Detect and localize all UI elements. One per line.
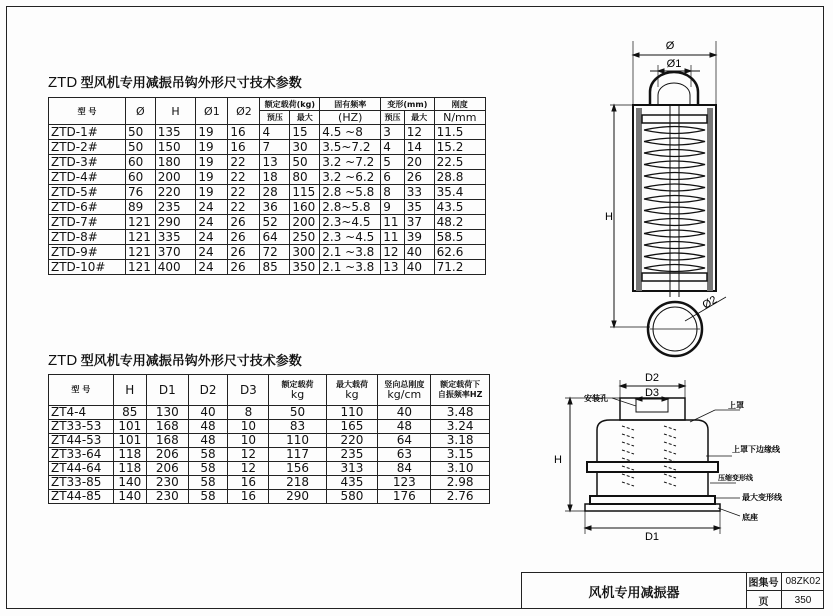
- damper-spring-coil: [622, 434, 634, 438]
- t2-cell: 165: [326, 420, 378, 434]
- t2-cell: 110: [269, 434, 326, 448]
- t1-header-phi1: Ø1: [196, 98, 228, 125]
- spring-coil: [644, 138, 705, 145]
- spring-coil: [644, 184, 705, 191]
- t2-header-d1: D1: [146, 375, 188, 406]
- damper-spring-coil: [664, 482, 676, 486]
- spring-coil: [644, 196, 705, 203]
- page-value: 350: [794, 594, 812, 606]
- t1-cell: 350: [290, 260, 320, 275]
- t2-cell: 8: [228, 406, 269, 420]
- t2-cell: 40: [378, 406, 431, 420]
- t1-cell: 20: [404, 155, 434, 170]
- t1-header-deform: 变形(mm): [381, 98, 434, 111]
- dim-d2-label: D2: [644, 372, 660, 384]
- t2-cell: ZT4-4: [49, 406, 114, 420]
- max-deform-label: 最大变形线: [742, 493, 782, 502]
- t1-cell: ZTD-2#: [49, 140, 126, 155]
- t1-cell: 19: [196, 185, 228, 200]
- t1-cell: 18: [260, 170, 290, 185]
- t2-header-d2: D2: [188, 375, 227, 406]
- t1-cell: 60: [125, 170, 155, 185]
- t1-cell: 2.8 ~5.8: [320, 185, 381, 200]
- t1-cell: 19: [196, 170, 228, 185]
- t2-cell: 58: [188, 462, 227, 476]
- t1-cell: ZTD-9#: [49, 245, 126, 260]
- table2-title: [48, 350, 302, 369]
- damper-spring-coil: [622, 482, 634, 486]
- title-block: [521, 572, 824, 609]
- t1-cell: 85: [260, 260, 290, 275]
- t1-cell: 72: [260, 245, 290, 260]
- spring-coil: [644, 173, 705, 180]
- t2-cell: 140: [113, 490, 146, 504]
- table1-title: [48, 72, 302, 91]
- t1-cell: ZTD-6#: [49, 200, 126, 215]
- t2-cell: 58: [188, 476, 227, 490]
- t2-header-max-load: [326, 375, 378, 406]
- t1-header-rated-pre: 预压: [260, 111, 290, 125]
- t1-cell: 200: [155, 170, 196, 185]
- t2-cell: 2.98: [431, 476, 490, 490]
- t2-max-load-unit: kg: [345, 387, 359, 401]
- t2-cell: ZT44-85: [49, 490, 114, 504]
- t1-cell: ZTD-8#: [49, 230, 126, 245]
- spring-coil: [644, 127, 705, 134]
- t2-cell: 58: [188, 490, 227, 504]
- t1-cell: 36: [260, 200, 290, 215]
- t2-cell: 85: [113, 406, 146, 420]
- t2-cell: 10: [228, 434, 269, 448]
- t2-row: [49, 434, 490, 448]
- t1-cell: 11: [381, 230, 405, 245]
- t1-cell: 5: [381, 155, 405, 170]
- ztd-spec-table: [48, 97, 486, 275]
- t2-header-d3: D3: [228, 375, 269, 406]
- t2-cell: 218: [269, 476, 326, 490]
- t1-cell: 2.8~5.8: [320, 200, 381, 215]
- t1-cell: 4: [381, 140, 405, 155]
- t2-cell: 64: [378, 434, 431, 448]
- t1-row: [49, 155, 486, 170]
- t1-cell: 180: [155, 155, 196, 170]
- t1-row: [49, 245, 486, 260]
- t1-cell: 80: [290, 170, 320, 185]
- t1-cell: ZTD-7#: [49, 215, 126, 230]
- t2-cell: 12: [228, 462, 269, 476]
- t1-cell: 50: [125, 125, 155, 140]
- t1-cell: 28: [260, 185, 290, 200]
- t1-cell: 115: [290, 185, 320, 200]
- damper-springs: [622, 426, 676, 486]
- hanger-drawing: [590, 35, 740, 370]
- t1-cell: 37: [404, 215, 434, 230]
- t1-row: [49, 170, 486, 185]
- spring-coil: [644, 161, 705, 168]
- t2-cell: 83: [269, 420, 326, 434]
- t1-cell: 2.3 ~4.5: [320, 230, 381, 245]
- table1-title-text: 型风机专用减振吊钩外形尺寸技术参数: [80, 75, 302, 90]
- t1-cell: 24: [196, 245, 228, 260]
- t1-cell: 40: [404, 260, 434, 275]
- t1-cell: 40: [404, 245, 434, 260]
- t2-header-vert-stiff: [378, 375, 431, 406]
- t2-cell: 101: [113, 434, 146, 448]
- t2-rated-load-label: 额定载荷: [281, 379, 314, 389]
- t2-rated-load-unit: kg: [290, 387, 305, 401]
- t1-row: [49, 200, 486, 215]
- t2-cell: ZT44-64: [49, 462, 114, 476]
- t1-cell: 60: [125, 155, 155, 170]
- t1-cell: 76: [125, 185, 155, 200]
- spring-coils: [644, 127, 705, 272]
- t1-cell: 35.4: [434, 185, 485, 200]
- damper-spring-coil: [664, 434, 676, 438]
- t1-cell: 3: [381, 125, 405, 140]
- t1-cell: 11: [381, 215, 405, 230]
- damper-spring-coil: [622, 442, 634, 446]
- t1-cell: 26: [404, 170, 434, 185]
- spring-coil: [644, 150, 705, 157]
- t2-cell: ZT33-85: [49, 476, 114, 490]
- t2-cell: 123: [378, 476, 431, 490]
- t1-header-stiffness-unit: N/mm: [434, 111, 485, 125]
- t1-cell: 22: [228, 170, 260, 185]
- t2-cell: 206: [146, 448, 188, 462]
- t1-cell: 4.5 ~8: [320, 125, 381, 140]
- t1-cell: 400: [155, 260, 196, 275]
- t1-header-h: H: [155, 98, 196, 125]
- t2-cell: 313: [326, 462, 378, 476]
- t2-cell: 230: [146, 490, 188, 504]
- t1-cell: 24: [196, 260, 228, 275]
- t2-cell: 101: [113, 420, 146, 434]
- t2-cell: 156: [269, 462, 326, 476]
- t1-cell: 121: [125, 260, 155, 275]
- t1-row: [49, 260, 486, 275]
- t1-row: [49, 215, 486, 230]
- t1-cell: 4: [260, 125, 290, 140]
- t2-header-model: 型 号: [49, 375, 114, 406]
- t1-cell: 150: [155, 140, 196, 155]
- damper-spring-coil: [622, 450, 634, 454]
- t1-cell: 33: [404, 185, 434, 200]
- t1-cell: 235: [155, 200, 196, 215]
- t2-cell: 3.24: [431, 420, 490, 434]
- damper-spring-coil: [664, 442, 676, 446]
- t1-cell: 121: [125, 245, 155, 260]
- t1-header-deform-pre: 预压: [381, 111, 405, 125]
- t1-cell: 121: [125, 230, 155, 245]
- t1-cell: ZTD-4#: [49, 170, 126, 185]
- upper-cover-edge-label: 上罩下边缘线: [732, 445, 780, 454]
- t2-max-load-label: 最大载荷: [335, 379, 368, 389]
- t1-body: [49, 125, 486, 275]
- t1-cell: 8: [381, 185, 405, 200]
- t1-header-freq-unit: (HZ): [320, 111, 381, 125]
- t1-cell: 13: [381, 260, 405, 275]
- t1-header-rated-max: 最大: [290, 111, 320, 125]
- t2-cell: 12: [228, 448, 269, 462]
- t1-cell: ZTD-10#: [49, 260, 126, 275]
- t1-cell: 3.5~7.2: [320, 140, 381, 155]
- t1-cell: 22: [228, 185, 260, 200]
- t2-cell: 168: [146, 420, 188, 434]
- t1-cell: 35: [404, 200, 434, 215]
- table2-title-code: ZTD: [48, 352, 78, 369]
- t2-cell: 2.76: [431, 490, 490, 504]
- t1-cell: 71.2: [434, 260, 485, 275]
- t1-cell: 19: [196, 125, 228, 140]
- spring-coil: [644, 265, 705, 272]
- t2-cell: 290: [269, 490, 326, 504]
- t1-header-stiffness: 刚度: [434, 98, 485, 111]
- t2-row: [49, 420, 490, 434]
- t1-cell: 64: [260, 230, 290, 245]
- t1-cell: 3.2 ~6.2: [320, 170, 381, 185]
- t2-cell: ZT44-53: [49, 434, 114, 448]
- t1-cell: 30: [290, 140, 320, 155]
- t2-cell: 48: [188, 434, 227, 448]
- t1-cell: 48.2: [434, 215, 485, 230]
- t2-cell: 206: [146, 462, 188, 476]
- t1-cell: 160: [290, 200, 320, 215]
- t2-cell: 110: [326, 406, 378, 420]
- dim-phi-label: Ø: [665, 40, 675, 52]
- t1-header-natural-freq: 固有频率: [320, 98, 381, 111]
- t1-cell: 11.5: [434, 125, 485, 140]
- t1-header-phi2: Ø2: [228, 98, 260, 125]
- install-hole-label: 安装孔: [584, 394, 608, 403]
- t1-cell: 250: [290, 230, 320, 245]
- spring-coil: [644, 207, 705, 214]
- atlas-label: 图集号: [746, 573, 782, 591]
- dim-h2-label: H: [554, 454, 562, 466]
- t1-header-deform-max: 最大: [404, 111, 434, 125]
- t1-cell: ZTD-5#: [49, 185, 126, 200]
- damper-spring-coil: [664, 450, 676, 454]
- t2-vert-stiff-label: 竖向总刚度: [384, 379, 425, 389]
- pressure-deform-label: 压缩变形线: [718, 475, 753, 482]
- t2-cell: 168: [146, 434, 188, 448]
- damper-spring-coil: [622, 466, 634, 470]
- t2-cell: 63: [378, 448, 431, 462]
- t1-header-rated-load: 额定载荷(kg): [260, 98, 320, 111]
- t2-cell: 48: [378, 420, 431, 434]
- t1-cell: 3.2 ~7.2: [320, 155, 381, 170]
- zt-spec-table: [48, 374, 490, 504]
- t2-cell: 84: [378, 462, 431, 476]
- t1-cell: 16: [228, 140, 260, 155]
- t2-header-freq: [431, 375, 490, 406]
- t1-row: [49, 185, 486, 200]
- t1-cell: 135: [155, 125, 196, 140]
- t1-cell: 16: [228, 125, 260, 140]
- t2-body: [49, 406, 490, 504]
- damper-spring-coil: [664, 426, 676, 430]
- t1-cell: 2.3~4.5: [320, 215, 381, 230]
- t1-cell: 26: [228, 245, 260, 260]
- t1-cell: 200: [290, 215, 320, 230]
- t1-cell: 22.5: [434, 155, 485, 170]
- t2-cell: 40: [188, 406, 227, 420]
- atlas-value: 08ZK02: [782, 573, 824, 591]
- t1-cell: 26: [228, 215, 260, 230]
- t1-row: [49, 125, 486, 140]
- t1-cell: 290: [155, 215, 196, 230]
- t1-header-model: 型 号: [49, 98, 126, 125]
- t2-cell: 58: [188, 448, 227, 462]
- t2-row: [49, 462, 490, 476]
- t1-cell: 19: [196, 155, 228, 170]
- t2-cell: 3.48: [431, 406, 490, 420]
- t2-vert-stiff-unit: kg/cm: [387, 387, 422, 401]
- t1-cell: 370: [155, 245, 196, 260]
- drawing-name: 风机专用减振器: [522, 573, 747, 609]
- t1-cell: 335: [155, 230, 196, 245]
- t2-cell: 130: [146, 406, 188, 420]
- t1-cell: 52: [260, 215, 290, 230]
- base-label: 底座: [742, 513, 758, 522]
- spring-coil: [644, 219, 705, 226]
- t2-cell: 176: [378, 490, 431, 504]
- dim-phi2-label: Ø2: [700, 293, 720, 312]
- t2-cell: 50: [269, 406, 326, 420]
- table1-title-code: ZTD: [48, 74, 78, 91]
- t1-cell: 24: [196, 230, 228, 245]
- damper-spring-coil: [622, 426, 634, 430]
- t1-cell: 9: [381, 200, 405, 215]
- t2-freq-label: 额定载荷下: [440, 380, 481, 389]
- t2-cell: 118: [113, 448, 146, 462]
- t2-cell: 3.15: [431, 448, 490, 462]
- t2-cell: 3.10: [431, 462, 490, 476]
- t2-cell: 220: [326, 434, 378, 448]
- t1-cell: 50: [125, 140, 155, 155]
- t1-cell: 62.6: [434, 245, 485, 260]
- t2-row: [49, 448, 490, 462]
- t1-header-phi: Ø: [125, 98, 155, 125]
- t1-row: [49, 230, 486, 245]
- t1-cell: 15: [290, 125, 320, 140]
- t1-cell: 89: [125, 200, 155, 215]
- t2-cell: 16: [228, 490, 269, 504]
- t1-cell: 24: [196, 200, 228, 215]
- t1-cell: 28.8: [434, 170, 485, 185]
- t1-cell: 6: [381, 170, 405, 185]
- dim-d3-label: D3: [644, 387, 660, 399]
- t1-cell: 2.1 ~3.8: [320, 260, 381, 275]
- t1-cell: 43.5: [434, 200, 485, 215]
- t2-cell: 230: [146, 476, 188, 490]
- t2-row: [49, 476, 490, 490]
- t2-row: [49, 490, 490, 504]
- t2-header-h: H: [113, 375, 146, 406]
- t1-cell: 15.2: [434, 140, 485, 155]
- damper-spring-coil: [664, 466, 676, 470]
- t1-cell: 50: [290, 155, 320, 170]
- t1-cell: 39: [404, 230, 434, 245]
- t1-cell: 300: [290, 245, 320, 260]
- t1-cell: 22: [228, 155, 260, 170]
- t1-cell: 121: [125, 215, 155, 230]
- t1-cell: ZTD-1#: [49, 125, 126, 140]
- t2-cell: 435: [326, 476, 378, 490]
- t2-cell: 10: [228, 420, 269, 434]
- page-label: 页: [746, 591, 782, 609]
- floor-damper-drawing: [540, 368, 825, 548]
- dim-h-label: H: [605, 211, 613, 223]
- t1-cell: 13: [260, 155, 290, 170]
- spring-coil: [644, 242, 705, 249]
- spring-coil: [644, 253, 705, 260]
- damper-spring-coil: [622, 474, 634, 478]
- t1-cell: 58.5: [434, 230, 485, 245]
- t2-freq-label2: 自振频率HZ: [437, 390, 483, 399]
- t2-cell: ZT33-64: [49, 448, 114, 462]
- t1-cell: 24: [196, 215, 228, 230]
- t2-cell: ZT33-53: [49, 420, 114, 434]
- dim-phi1-label: Ø1: [666, 58, 682, 70]
- t1-cell: 12: [381, 245, 405, 260]
- damper-spring-coil: [664, 474, 676, 478]
- t2-cell: 235: [326, 448, 378, 462]
- t2-cell: 140: [113, 476, 146, 490]
- t2-cell: 580: [326, 490, 378, 504]
- t2-cell: 3.18: [431, 434, 490, 448]
- t2-cell: 117: [269, 448, 326, 462]
- t1-cell: 22: [228, 200, 260, 215]
- spring-coil: [644, 230, 705, 237]
- t2-cell: 118: [113, 462, 146, 476]
- t1-cell: 26: [228, 260, 260, 275]
- t1-cell: ZTD-3#: [49, 155, 126, 170]
- t2-cell: 48: [188, 420, 227, 434]
- table2-title-text: 型风机专用减振吊钩外形尺寸技术参数: [80, 353, 302, 368]
- t1-cell: 26: [228, 230, 260, 245]
- t2-header-rated-load: [269, 375, 326, 406]
- t1-cell: 14: [404, 140, 434, 155]
- t2-cell: 16: [228, 476, 269, 490]
- t1-row: [49, 140, 486, 155]
- t1-cell: 220: [155, 185, 196, 200]
- t1-cell: 7: [260, 140, 290, 155]
- t1-cell: 12: [404, 125, 434, 140]
- t1-cell: 2.1 ~3.8: [320, 245, 381, 260]
- t2-row: [49, 406, 490, 420]
- dim-d1-label: D1: [644, 531, 660, 543]
- t1-cell: 19: [196, 140, 228, 155]
- upper-cover-label: 上罩: [728, 401, 744, 410]
